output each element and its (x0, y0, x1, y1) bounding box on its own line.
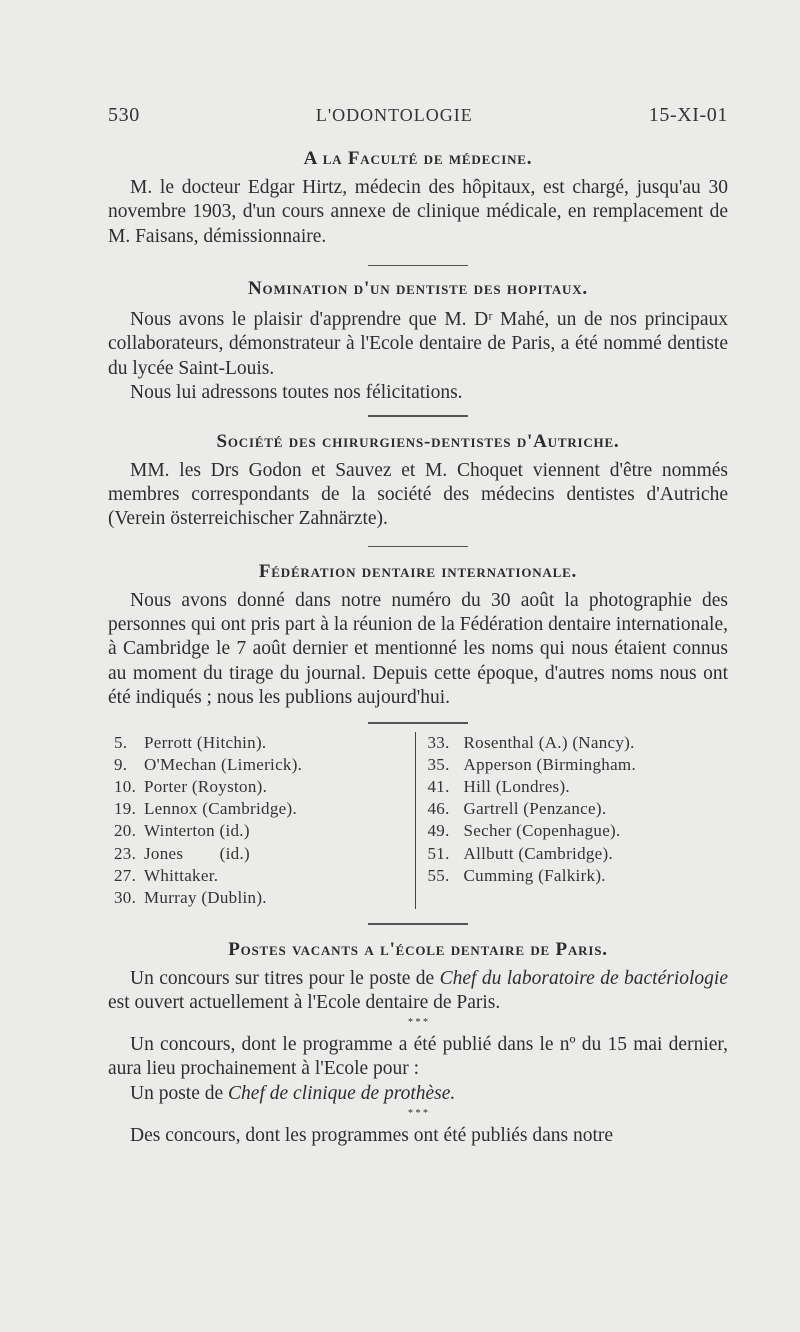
list-item: 55. Cumming (Falkirk). (427, 865, 606, 885)
paragraph-nomination: Nous avons le plaisir d'apprendre que M. Dʳ Mahé, un de nos principaux collaborateurs, démonstrateur à l'Ecole dentaire de Paris, a été nommé dentiste du lycée Saint-Louis. (108, 309, 728, 379)
section-heading-federation: Fédération dentaire internationale. (258, 560, 578, 582)
paragraph-felicitations: Nous lui adressons toutes nos félicitations. (130, 382, 463, 404)
section-divider (368, 415, 468, 416)
names-column-right (416, 732, 729, 910)
paragraph-autriche: MM. les Drs Godon et Sauvez et M. Choquet viennent d'être nommés membres correspondants de la société des médecins dentistes d'Autriche (Verein österreichischer Zahnärzte). (108, 459, 728, 530)
paragraph-poste-prothese: Un poste de Chef de clinique de prothèse. (130, 1082, 456, 1104)
journal-title: L'ODONTOLOGIE (315, 105, 473, 125)
section-heading-nomination: Nomination d'un dentiste des hopitaux. (248, 278, 588, 300)
list-item: 30. Murray (Dublin). (114, 888, 267, 908)
section-heading-postes: Postes vacants a l'école dentaire de Paris. (228, 938, 608, 960)
list-item: 9. O'Mechan (Limerick). (114, 754, 303, 774)
list-item: 23. Jones (id.) (114, 843, 250, 863)
asterism: * * * (408, 1017, 428, 1029)
list-item: 51. Allbutt (Cambridge). (427, 843, 614, 863)
issue-date: 15-XI-01 (648, 104, 728, 126)
running-head (108, 104, 728, 127)
section-heading-autriche: Société des chirurgiens-dentistes d'Autriche. (216, 430, 620, 452)
list-item: 49. Secher (Copenhague). (427, 821, 621, 841)
article-body (108, 146, 728, 1148)
section-heading-faculte: A la Faculté de médecine. (303, 148, 533, 169)
paragraph-concours-programme: Un concours, dont le programme a été publié dans le nº du 15 mai dernier, aura lieu prochainement à l'Ecole pour : (108, 1034, 728, 1080)
list-item: 41. Hill (Londres). (427, 777, 570, 797)
section-divider (368, 923, 468, 924)
page-number: 530 (108, 104, 140, 126)
list-item: 20. Winterton (id.) (114, 821, 250, 841)
section-divider (368, 265, 468, 266)
asterism: * * * (408, 1108, 428, 1120)
section-divider (368, 722, 468, 723)
list-item: 5. Perrott (Hitchin). (114, 732, 267, 752)
paragraph-faculte: M. le docteur Edgar Hirtz, médecin des hôpitaux, est chargé, jusqu'au 30 novembre 1903, d'un cours annexe de clinique médicale, en remplacement de M. Faisans, démissionnaire. (108, 177, 728, 247)
list-item: 19. Lennox (Cambridge). (114, 799, 297, 819)
list-item: 27. Whittaker. (114, 865, 219, 885)
paragraph-concours-titres: Un concours sur titres pour le poste de Chef du laboratoire de bactériologie est ouvert actuellement à l'Ecole dentaire de Paris. (108, 967, 728, 1013)
list-item: 10. Porter (Royston). (114, 777, 268, 797)
list-item: 46. Gartrell (Penzance). (427, 799, 607, 819)
list-item: 35. Apperson (Birmingham. (427, 754, 636, 774)
list-item: 33. Rosenthal (A.) (Nancy). (427, 732, 635, 752)
paragraph-concours-suite: Des concours, dont les programmes ont été publiés dans notre (130, 1125, 614, 1147)
names-column-left (114, 732, 416, 910)
section-divider (368, 546, 468, 547)
paragraph-federation: Nous avons donné dans notre numéro du 30 août la photographie des personnes qui ont pris part à la réunion de la Fédération dentaire internationale, à Cambridge le 7 août dernier et mentionné les noms qui nous étaient connus au moment du tirage du journal. Depuis cette époque, d'autres noms nous ont été indiqués ; nous les publions aujourd'hui. (108, 589, 728, 709)
names-list (114, 732, 728, 910)
